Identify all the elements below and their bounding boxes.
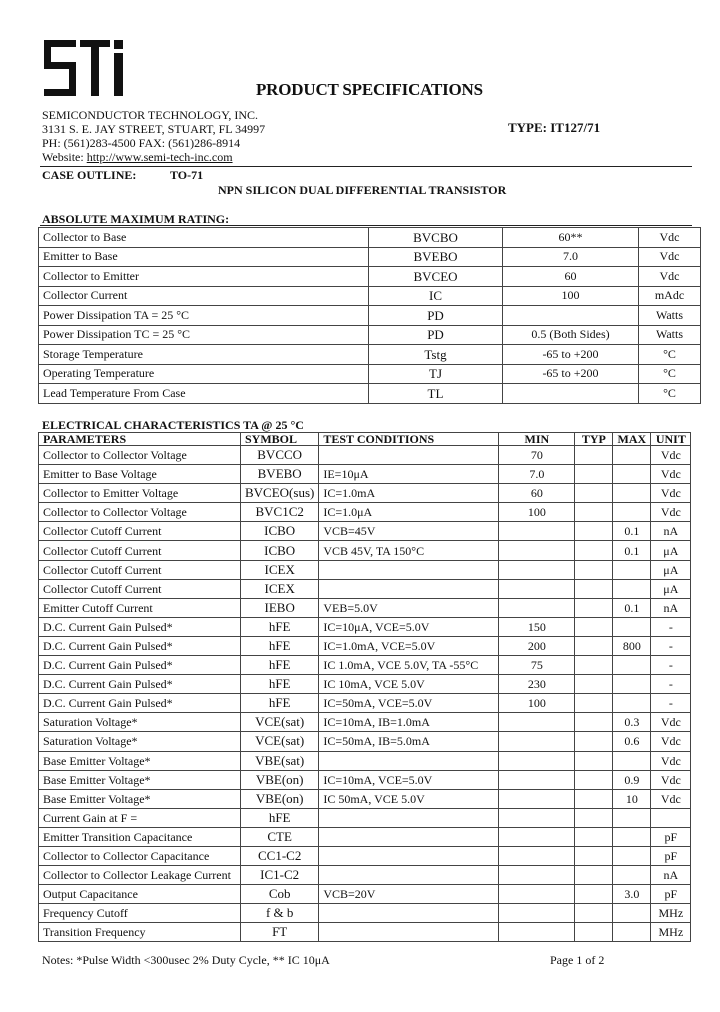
typ-cell (575, 579, 613, 598)
max-cell: 0.3 (613, 713, 651, 732)
value-cell: -65 to +200 (503, 364, 639, 384)
symbol-cell: CC1-C2 (241, 846, 319, 865)
typ-cell (575, 923, 613, 942)
condition-cell: IC=50mA, VCE=5.0V (319, 694, 499, 713)
unit-cell: - (651, 656, 691, 675)
table-row (39, 325, 701, 345)
max-cell (613, 923, 651, 942)
table-row (39, 923, 691, 942)
table-row (39, 732, 691, 751)
unit-cell: Watts (639, 306, 701, 326)
parameter-cell: Output Capacitance (39, 885, 241, 904)
parameter-cell: Collector to Collector Leakage Current (39, 866, 241, 885)
table-row (39, 306, 701, 326)
symbol-cell: Cob (241, 885, 319, 904)
table-row (39, 694, 691, 713)
symbol-cell: PD (369, 325, 503, 345)
parameter-cell: Collector to Collector Capacitance (39, 846, 241, 865)
unit-cell: μA (651, 560, 691, 579)
table-row (39, 713, 691, 732)
condition-cell (319, 866, 499, 885)
max-cell (613, 503, 651, 522)
table-row (39, 598, 691, 617)
company-website (42, 150, 233, 165)
symbol-cell: hFE (241, 617, 319, 636)
max-cell: 0.6 (613, 732, 651, 751)
footnotes: Notes: *Pulse Width <300usec 2% Duty Cycle, ** IC 10μA (42, 953, 330, 967)
typ-cell (575, 866, 613, 885)
min-cell: 100 (499, 503, 575, 522)
page-title: PRODUCT SPECIFICATIONS (256, 80, 483, 99)
max-cell: 0.1 (613, 541, 651, 560)
case-outline-label: CASE OUTLINE: (42, 168, 137, 182)
symbol-cell: FT (241, 923, 319, 942)
table-row (39, 247, 701, 267)
table-row (39, 579, 691, 598)
parameter-cell: Transition Frequency (39, 923, 241, 942)
parameter-cell: Emitter to Base Voltage (39, 465, 241, 484)
condition-cell: IC 10mA, VCE 5.0V (319, 675, 499, 694)
max-cell (613, 560, 651, 579)
unit-cell: nA (651, 522, 691, 541)
condition-cell (319, 904, 499, 923)
table-row (39, 770, 691, 789)
table-row (39, 904, 691, 923)
parameter-cell: Collector Cutoff Current (39, 579, 241, 598)
symbol-cell: hFE (241, 675, 319, 694)
elec-heading: ELECTRICAL CHARACTERISTICS TA @ 25 °C (42, 418, 304, 432)
table-row (39, 675, 691, 694)
max-cell: 800 (613, 636, 651, 655)
parameter-cell: D.C. Current Gain Pulsed* (39, 694, 241, 713)
parameter-cell: Operating Temperature (39, 364, 369, 384)
symbol-cell: IC1-C2 (241, 866, 319, 885)
min-cell (499, 541, 575, 560)
min-cell (499, 846, 575, 865)
max-cell (613, 675, 651, 694)
min-cell (499, 904, 575, 923)
max-cell: 0.1 (613, 522, 651, 541)
condition-cell (319, 579, 499, 598)
max-cell: 0.1 (613, 598, 651, 617)
min-cell (499, 713, 575, 732)
max-cell: 0.9 (613, 770, 651, 789)
symbol-cell: BVEBO (369, 247, 503, 267)
symbol-cell: VCE(sat) (241, 713, 319, 732)
table-row (39, 522, 691, 541)
typ-cell (575, 751, 613, 770)
table-row (39, 846, 691, 865)
elec-header-row (39, 433, 691, 446)
page-number: Page 1 of 2 (550, 953, 605, 967)
typ-cell (575, 617, 613, 636)
case-outline-value: TO-71 (170, 168, 204, 182)
condition-cell: VCB=20V (319, 885, 499, 904)
unit-cell: - (651, 694, 691, 713)
symbol-cell: BVC1C2 (241, 503, 319, 522)
symbol-cell: VBE(sat) (241, 751, 319, 770)
condition-cell: IC=50mA, IB=5.0mA (319, 732, 499, 751)
col-typ: TYP (575, 433, 613, 446)
condition-cell: VEB=5.0V (319, 598, 499, 617)
max-cell (613, 484, 651, 503)
parameter-cell: Current Gain at F = (39, 808, 241, 827)
condition-cell: IC 50mA, VCE 5.0V (319, 789, 499, 808)
col-unit: UNIT (651, 433, 691, 446)
condition-cell: IC=1.0mA, VCE=5.0V (319, 636, 499, 655)
table-row (39, 656, 691, 675)
min-cell (499, 751, 575, 770)
parameter-cell: Collector Cutoff Current (39, 560, 241, 579)
unit-cell: Vdc (651, 484, 691, 503)
min-cell: 75 (499, 656, 575, 675)
table-row (39, 617, 691, 636)
min-cell: 60 (499, 484, 575, 503)
parameter-cell: Base Emitter Voltage* (39, 751, 241, 770)
typ-cell (575, 636, 613, 655)
symbol-cell: TJ (369, 364, 503, 384)
min-cell: 200 (499, 636, 575, 655)
max-cell (613, 904, 651, 923)
condition-cell: IC=10mA, VCE=5.0V (319, 770, 499, 789)
company-name: SEMICONDUCTOR TECHNOLOGY, INC. (42, 108, 259, 122)
condition-cell: IC=1.0mA (319, 484, 499, 503)
min-cell (499, 770, 575, 789)
unit-cell: nA (651, 598, 691, 617)
col-parameters: PARAMETERS (39, 433, 241, 446)
unit-cell: Watts (639, 325, 701, 345)
symbol-cell: TL (369, 384, 503, 404)
typ-cell (575, 789, 613, 808)
parameter-cell: D.C. Current Gain Pulsed* (39, 617, 241, 636)
unit-cell: Vdc (651, 503, 691, 522)
typ-cell (575, 770, 613, 789)
company-phone: PH: (561)283-4500 FAX: (561)286-8914 (42, 136, 241, 150)
symbol-cell: BVCEO(sus) (241, 484, 319, 503)
unit-cell: - (651, 617, 691, 636)
table-row (39, 541, 691, 560)
condition-cell (319, 923, 499, 942)
parameter-cell: Collector Cutoff Current (39, 541, 241, 560)
table-row (39, 808, 691, 827)
type-label: TYPE: IT127/71 (508, 120, 601, 135)
min-cell: 100 (499, 694, 575, 713)
parameter-cell: Power Dissipation TA = 25 °C (39, 306, 369, 326)
table-row (39, 286, 701, 306)
symbol-cell: BVCEO (369, 267, 503, 287)
typ-cell (575, 541, 613, 560)
condition-cell: IC=1.0μA (319, 503, 499, 522)
symbol-cell: hFE (241, 808, 319, 827)
typ-cell (575, 732, 613, 751)
max-cell (613, 751, 651, 770)
symbol-cell: f & b (241, 904, 319, 923)
unit-cell: - (651, 636, 691, 655)
table-row (39, 267, 701, 287)
unit-cell: °C (639, 364, 701, 384)
parameter-cell: Collector to Emitter (39, 267, 369, 287)
parameter-cell: Storage Temperature (39, 345, 369, 365)
value-cell: 7.0 (503, 247, 639, 267)
table-row (39, 345, 701, 365)
parameter-cell: Power Dissipation TC = 25 °C (39, 325, 369, 345)
condition-cell: IE=10μA (319, 465, 499, 484)
value-cell: 60** (503, 228, 639, 248)
col-test-conditions: TEST CONDITIONS (319, 433, 499, 446)
abs-max-heading: ABSOLUTE MAXIMUM RATING: (42, 212, 230, 226)
parameter-cell: D.C. Current Gain Pulsed* (39, 675, 241, 694)
symbol-cell: VBE(on) (241, 789, 319, 808)
symbol-cell: BVCBO (369, 228, 503, 248)
parameter-cell: Collector to Collector Voltage (39, 503, 241, 522)
typ-cell (575, 846, 613, 865)
value-cell (503, 384, 639, 404)
typ-cell (575, 503, 613, 522)
parameter-cell: Lead Temperature From Case (39, 384, 369, 404)
table-row (39, 885, 691, 904)
table-row (39, 789, 691, 808)
typ-cell (575, 446, 613, 465)
typ-cell (575, 713, 613, 732)
unit-cell: pF (651, 885, 691, 904)
max-cell (613, 866, 651, 885)
parameter-cell: Collector Cutoff Current (39, 522, 241, 541)
unit-cell: - (651, 675, 691, 694)
elec-table (38, 432, 691, 942)
col-max: MAX (613, 433, 651, 446)
max-cell (613, 465, 651, 484)
unit-cell: Vdc (651, 713, 691, 732)
parameter-cell: Base Emitter Voltage* (39, 770, 241, 789)
divider (40, 225, 692, 226)
unit-cell: Vdc (651, 446, 691, 465)
unit-cell: Vdc (651, 770, 691, 789)
parameter-cell: Base Emitter Voltage* (39, 789, 241, 808)
typ-cell (575, 827, 613, 846)
unit-cell: Vdc (651, 751, 691, 770)
website-link[interactable]: http://www.semi-tech-inc.com (86, 150, 233, 164)
value-cell: 100 (503, 286, 639, 306)
parameter-cell: Frequency Cutoff (39, 904, 241, 923)
symbol-cell: CTE (241, 827, 319, 846)
col-min: MIN (499, 433, 575, 446)
symbol-cell: VBE(on) (241, 770, 319, 789)
parameter-cell: Saturation Voltage* (39, 713, 241, 732)
max-cell (613, 808, 651, 827)
abs-max-table (38, 227, 701, 404)
typ-cell (575, 904, 613, 923)
min-cell (499, 560, 575, 579)
parameter-cell: Emitter Cutoff Current (39, 598, 241, 617)
value-cell (503, 306, 639, 326)
condition-cell (319, 846, 499, 865)
condition-cell: IC=10mA, IB=1.0mA (319, 713, 499, 732)
unit-cell: Vdc (651, 465, 691, 484)
parameter-cell: Collector to Emitter Voltage (39, 484, 241, 503)
company-address: 3131 S. E. JAY STREET, STUART, FL 34997 (42, 122, 266, 136)
value-cell: 0.5 (Both Sides) (503, 325, 639, 345)
table-row (39, 827, 691, 846)
condition-cell: IC=10μA, VCE=5.0V (319, 617, 499, 636)
symbol-cell: BVCCO (241, 446, 319, 465)
unit-cell: MHz (651, 923, 691, 942)
condition-cell (319, 560, 499, 579)
min-cell (499, 866, 575, 885)
device-description: NPN SILICON DUAL DIFFERENTIAL TRANSISTOR (218, 183, 507, 197)
parameter-cell: D.C. Current Gain Pulsed* (39, 656, 241, 675)
max-cell (613, 656, 651, 675)
min-cell (499, 885, 575, 904)
min-cell: 7.0 (499, 465, 575, 484)
symbol-cell: VCE(sat) (241, 732, 319, 751)
symbol-cell: BVEBO (241, 465, 319, 484)
unit-cell: Vdc (639, 228, 701, 248)
min-cell (499, 598, 575, 617)
website-label: Website: (42, 150, 87, 164)
condition-cell: VCB=45V (319, 522, 499, 541)
symbol-cell: hFE (241, 694, 319, 713)
max-cell: 10 (613, 789, 651, 808)
min-cell (499, 522, 575, 541)
table-row (39, 636, 691, 655)
parameter-cell: Collector to Base (39, 228, 369, 248)
symbol-cell: hFE (241, 656, 319, 675)
max-cell (613, 579, 651, 598)
condition-cell: IC 1.0mA, VCE 5.0V, TA -55°C (319, 656, 499, 675)
typ-cell (575, 522, 613, 541)
typ-cell (575, 675, 613, 694)
symbol-cell: IEBO (241, 598, 319, 617)
min-cell: 230 (499, 675, 575, 694)
unit-cell: MHz (651, 904, 691, 923)
typ-cell (575, 484, 613, 503)
unit-cell: °C (639, 384, 701, 404)
symbol-cell: Tstg (369, 345, 503, 365)
min-cell (499, 732, 575, 751)
min-cell (499, 789, 575, 808)
min-cell: 150 (499, 617, 575, 636)
unit-cell: pF (651, 827, 691, 846)
max-cell (613, 827, 651, 846)
table-row (39, 560, 691, 579)
symbol-cell: ICBO (241, 541, 319, 560)
table-row (39, 484, 691, 503)
unit-cell: nA (651, 866, 691, 885)
unit-cell: μA (651, 541, 691, 560)
table-row (39, 364, 701, 384)
parameter-cell: Emitter Transition Capacitance (39, 827, 241, 846)
symbol-cell: IC (369, 286, 503, 306)
value-cell: -65 to +200 (503, 345, 639, 365)
table-row (39, 228, 701, 248)
typ-cell (575, 465, 613, 484)
condition-cell (319, 751, 499, 770)
table-row (39, 465, 691, 484)
unit-cell: Vdc (639, 267, 701, 287)
min-cell (499, 579, 575, 598)
parameter-cell: D.C. Current Gain Pulsed* (39, 636, 241, 655)
col-symbol: SYMBOL (241, 433, 319, 446)
table-row (39, 866, 691, 885)
unit-cell: pF (651, 846, 691, 865)
table-row (39, 751, 691, 770)
table-row (39, 503, 691, 522)
parameter-cell: Saturation Voltage* (39, 732, 241, 751)
table-row (39, 446, 691, 465)
table-row (39, 384, 701, 404)
typ-cell (575, 885, 613, 904)
typ-cell (575, 598, 613, 617)
typ-cell (575, 808, 613, 827)
parameter-cell: Emitter to Base (39, 247, 369, 267)
max-cell (613, 617, 651, 636)
condition-cell: VCB 45V, TA 150°C (319, 541, 499, 560)
max-cell (613, 446, 651, 465)
unit-cell: Vdc (651, 789, 691, 808)
symbol-cell: ICBO (241, 522, 319, 541)
symbol-cell: ICEX (241, 560, 319, 579)
condition-cell (319, 827, 499, 846)
unit-cell (651, 808, 691, 827)
max-cell (613, 846, 651, 865)
sti-logo (44, 40, 126, 96)
symbol-cell: hFE (241, 636, 319, 655)
value-cell: 60 (503, 267, 639, 287)
symbol-cell: ICEX (241, 579, 319, 598)
symbol-cell: PD (369, 306, 503, 326)
max-cell (613, 694, 651, 713)
unit-cell: Vdc (639, 247, 701, 267)
typ-cell (575, 656, 613, 675)
unit-cell: mAdc (639, 286, 701, 306)
unit-cell: μA (651, 579, 691, 598)
condition-cell (319, 808, 499, 827)
min-cell (499, 923, 575, 942)
unit-cell: °C (639, 345, 701, 365)
parameter-cell: Collector Current (39, 286, 369, 306)
min-cell: 70 (499, 446, 575, 465)
divider (40, 166, 692, 167)
min-cell (499, 808, 575, 827)
unit-cell: Vdc (651, 732, 691, 751)
min-cell (499, 827, 575, 846)
parameter-cell: Collector to Collector Voltage (39, 446, 241, 465)
condition-cell (319, 446, 499, 465)
max-cell: 3.0 (613, 885, 651, 904)
typ-cell (575, 560, 613, 579)
typ-cell (575, 694, 613, 713)
